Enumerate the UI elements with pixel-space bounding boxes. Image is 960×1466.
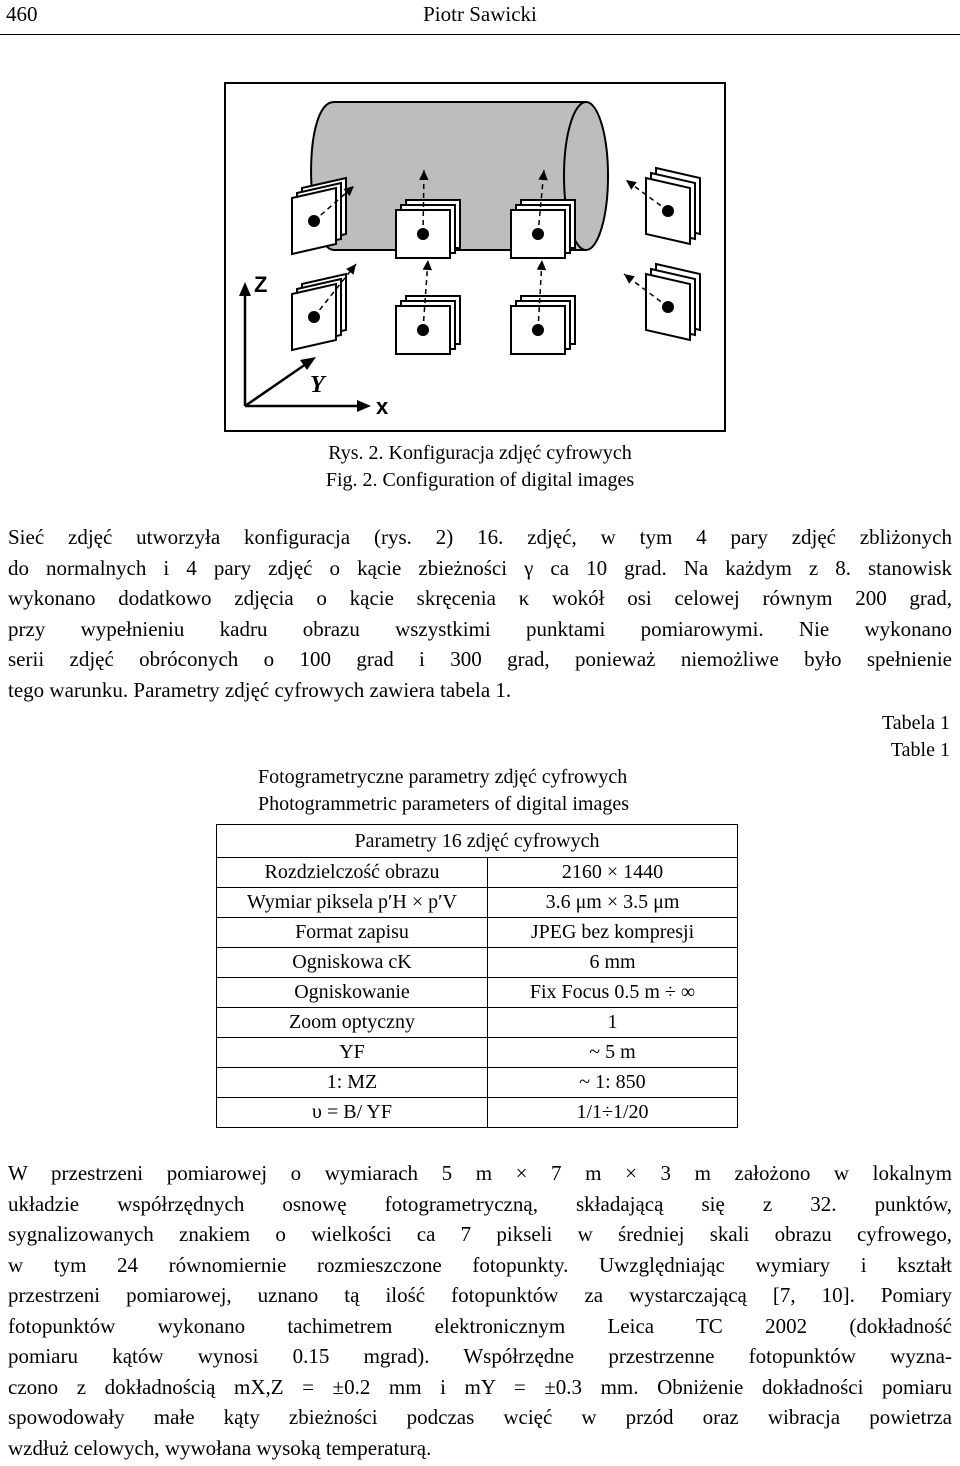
camera-frame [624, 264, 700, 340]
table-row [217, 918, 738, 948]
paragraph-2 [8, 1158, 952, 1463]
table-header: Parametry 16 zdjęć cyfrowych [217, 825, 738, 858]
table-cell-param: Zoom optyczny [217, 1008, 488, 1038]
table-cell-value: 6 mm [488, 948, 738, 978]
table-cell-param: Wymiar piksela p′H × p′V [217, 888, 488, 918]
paragraph-1 [8, 522, 952, 705]
table-row [217, 978, 738, 1008]
table-cell-param: Rozdzielczość obrazu [217, 858, 488, 888]
paragraph-line: układzie współrzędnych osnowę fotogrametryczną, składającą się z 32. punktów, [8, 1191, 952, 1216]
page-number: 460 [6, 2, 38, 26]
paragraph-line: w tym 24 równomiernie rozmieszczone fotopunkty. Uwzględniając wymiary i kształt [8, 1252, 952, 1277]
table-cell-value: ~ 5 m [488, 1038, 738, 1068]
table-cell-value: 2160 × 1440 [488, 858, 738, 888]
table-row [217, 1038, 738, 1068]
table-title-en: Photogrammetric parameters of digital images [258, 793, 629, 815]
table-row [217, 1068, 738, 1098]
camera-frame [511, 260, 575, 354]
axis-z-label: Z [254, 272, 268, 297]
table-cell-value: 3.6 μm × 3.5 μm [488, 888, 738, 918]
axis-x-label: x [376, 394, 389, 419]
paragraph-line: W przestrzeni pomiarowej o wymiarach 5 m × 7 m × 3 m założono w lokalnym [8, 1161, 952, 1185]
paragraph-line: pomiaru kątów wynosi 0.15 mgrad). Współrzędne przestrzenne fotopunktów wyzna- [8, 1344, 952, 1368]
paragraph-line: Sieć zdjęć utworzyła konfiguracja (rys. 2) 16. zdjęć, w tym 4 pary zdjęć zbliżonych [8, 525, 952, 549]
camera-frame [396, 260, 460, 354]
paragraph-line: czono z dokładnością mX,Z = ±0.2 mm i mY = ±0.3 mm. Obniżenie dokładności pomiaru [8, 1374, 952, 1399]
camera-frame [292, 264, 356, 350]
table-label-en: Table 1 [890, 739, 950, 761]
table-cell-value: ~ 1: 850 [488, 1068, 738, 1098]
figure-caption-en: Fig. 2. Configuration of digital images [325, 469, 635, 491]
paragraph-line: tego warunku. Parametry zdjęć cyfrowych zawiera tabela 1. [8, 677, 512, 702]
table-cell-value: JPEG bez kompresji [488, 918, 738, 948]
camera-frame [626, 168, 700, 244]
table-cell-value: 1/1÷1/20 [488, 1098, 738, 1128]
table-cell-param: Format zapisu [217, 918, 488, 948]
paragraph-line: wykonano dodatkowo zdjęcia o kącie skręcenia κ wokół osi celowej równym 200 grad, [8, 586, 952, 610]
paragraph-line: serii zdjęć obróconych o 100 grad i 300 grad, ponieważ niemożliwe było spełnienie [8, 647, 952, 671]
table-cell-value: 1 [488, 1008, 738, 1038]
axis-y-label: Y [310, 372, 325, 398]
paragraph-line: przestrzeni pomiarowej, uznano tą ilość fotopunktów za wystarczającą [7, 10]. Pomiary [8, 1283, 952, 1307]
table-row [217, 888, 738, 918]
table-row [217, 1098, 738, 1128]
table-cell-param: Ogniskowanie [217, 978, 488, 1008]
paragraph-line: spowodowały małe kąty zbieżności podczas wcięć w przód oraz wibracja powietrza [8, 1405, 952, 1429]
table-cell-value: Fix Focus 0.5 m ÷ ∞ [488, 978, 738, 1008]
running-author: Piotr Sawicki [423, 2, 537, 26]
figure-camera-configuration [224, 82, 726, 432]
paragraph-line: wzdłuż celowych, wywołana wysoką temperaturą. [8, 1435, 432, 1460]
table-cell-param: 1: MZ [217, 1068, 488, 1098]
paragraph-line: do normalnych i 4 pary zdjęć o kącie zbieżności γ ca 10 grad. Na każdym z 8. stanowisk [8, 555, 952, 580]
paragraph-line: przy wypełnieniu kadru obrazu wszystkimi punktami pomiarowymi. Nie wykonano [8, 616, 952, 641]
paragraph-line: sygnalizowanych znakiem o wielkości ca 7 pikseli w średniej skali obrazu cyfrowego, [8, 1222, 952, 1246]
parameters-table [216, 824, 738, 1128]
table-cell-param: YF [217, 1038, 488, 1068]
running-header [0, 0, 960, 35]
figure-caption-pl: Rys. 2. Konfiguracja zdjęć cyfrowych [328, 442, 632, 464]
table-row [217, 1008, 738, 1038]
paragraph-line: fotopunktów wykonano tachimetrem elektronicznym Leica TC 2002 (dokładność [8, 1313, 952, 1338]
table-row [217, 948, 738, 978]
figure-drawing [226, 84, 724, 430]
table-title-pl: Fotogrametryczne parametry zdjęć cyfrowych [258, 766, 628, 788]
table-label-pl: Tabela 1 [881, 712, 950, 734]
table-cell-param: Ogniskowa cK [217, 948, 488, 978]
table-row [217, 858, 738, 888]
table-cell-param: υ = B/ YF [217, 1098, 488, 1128]
